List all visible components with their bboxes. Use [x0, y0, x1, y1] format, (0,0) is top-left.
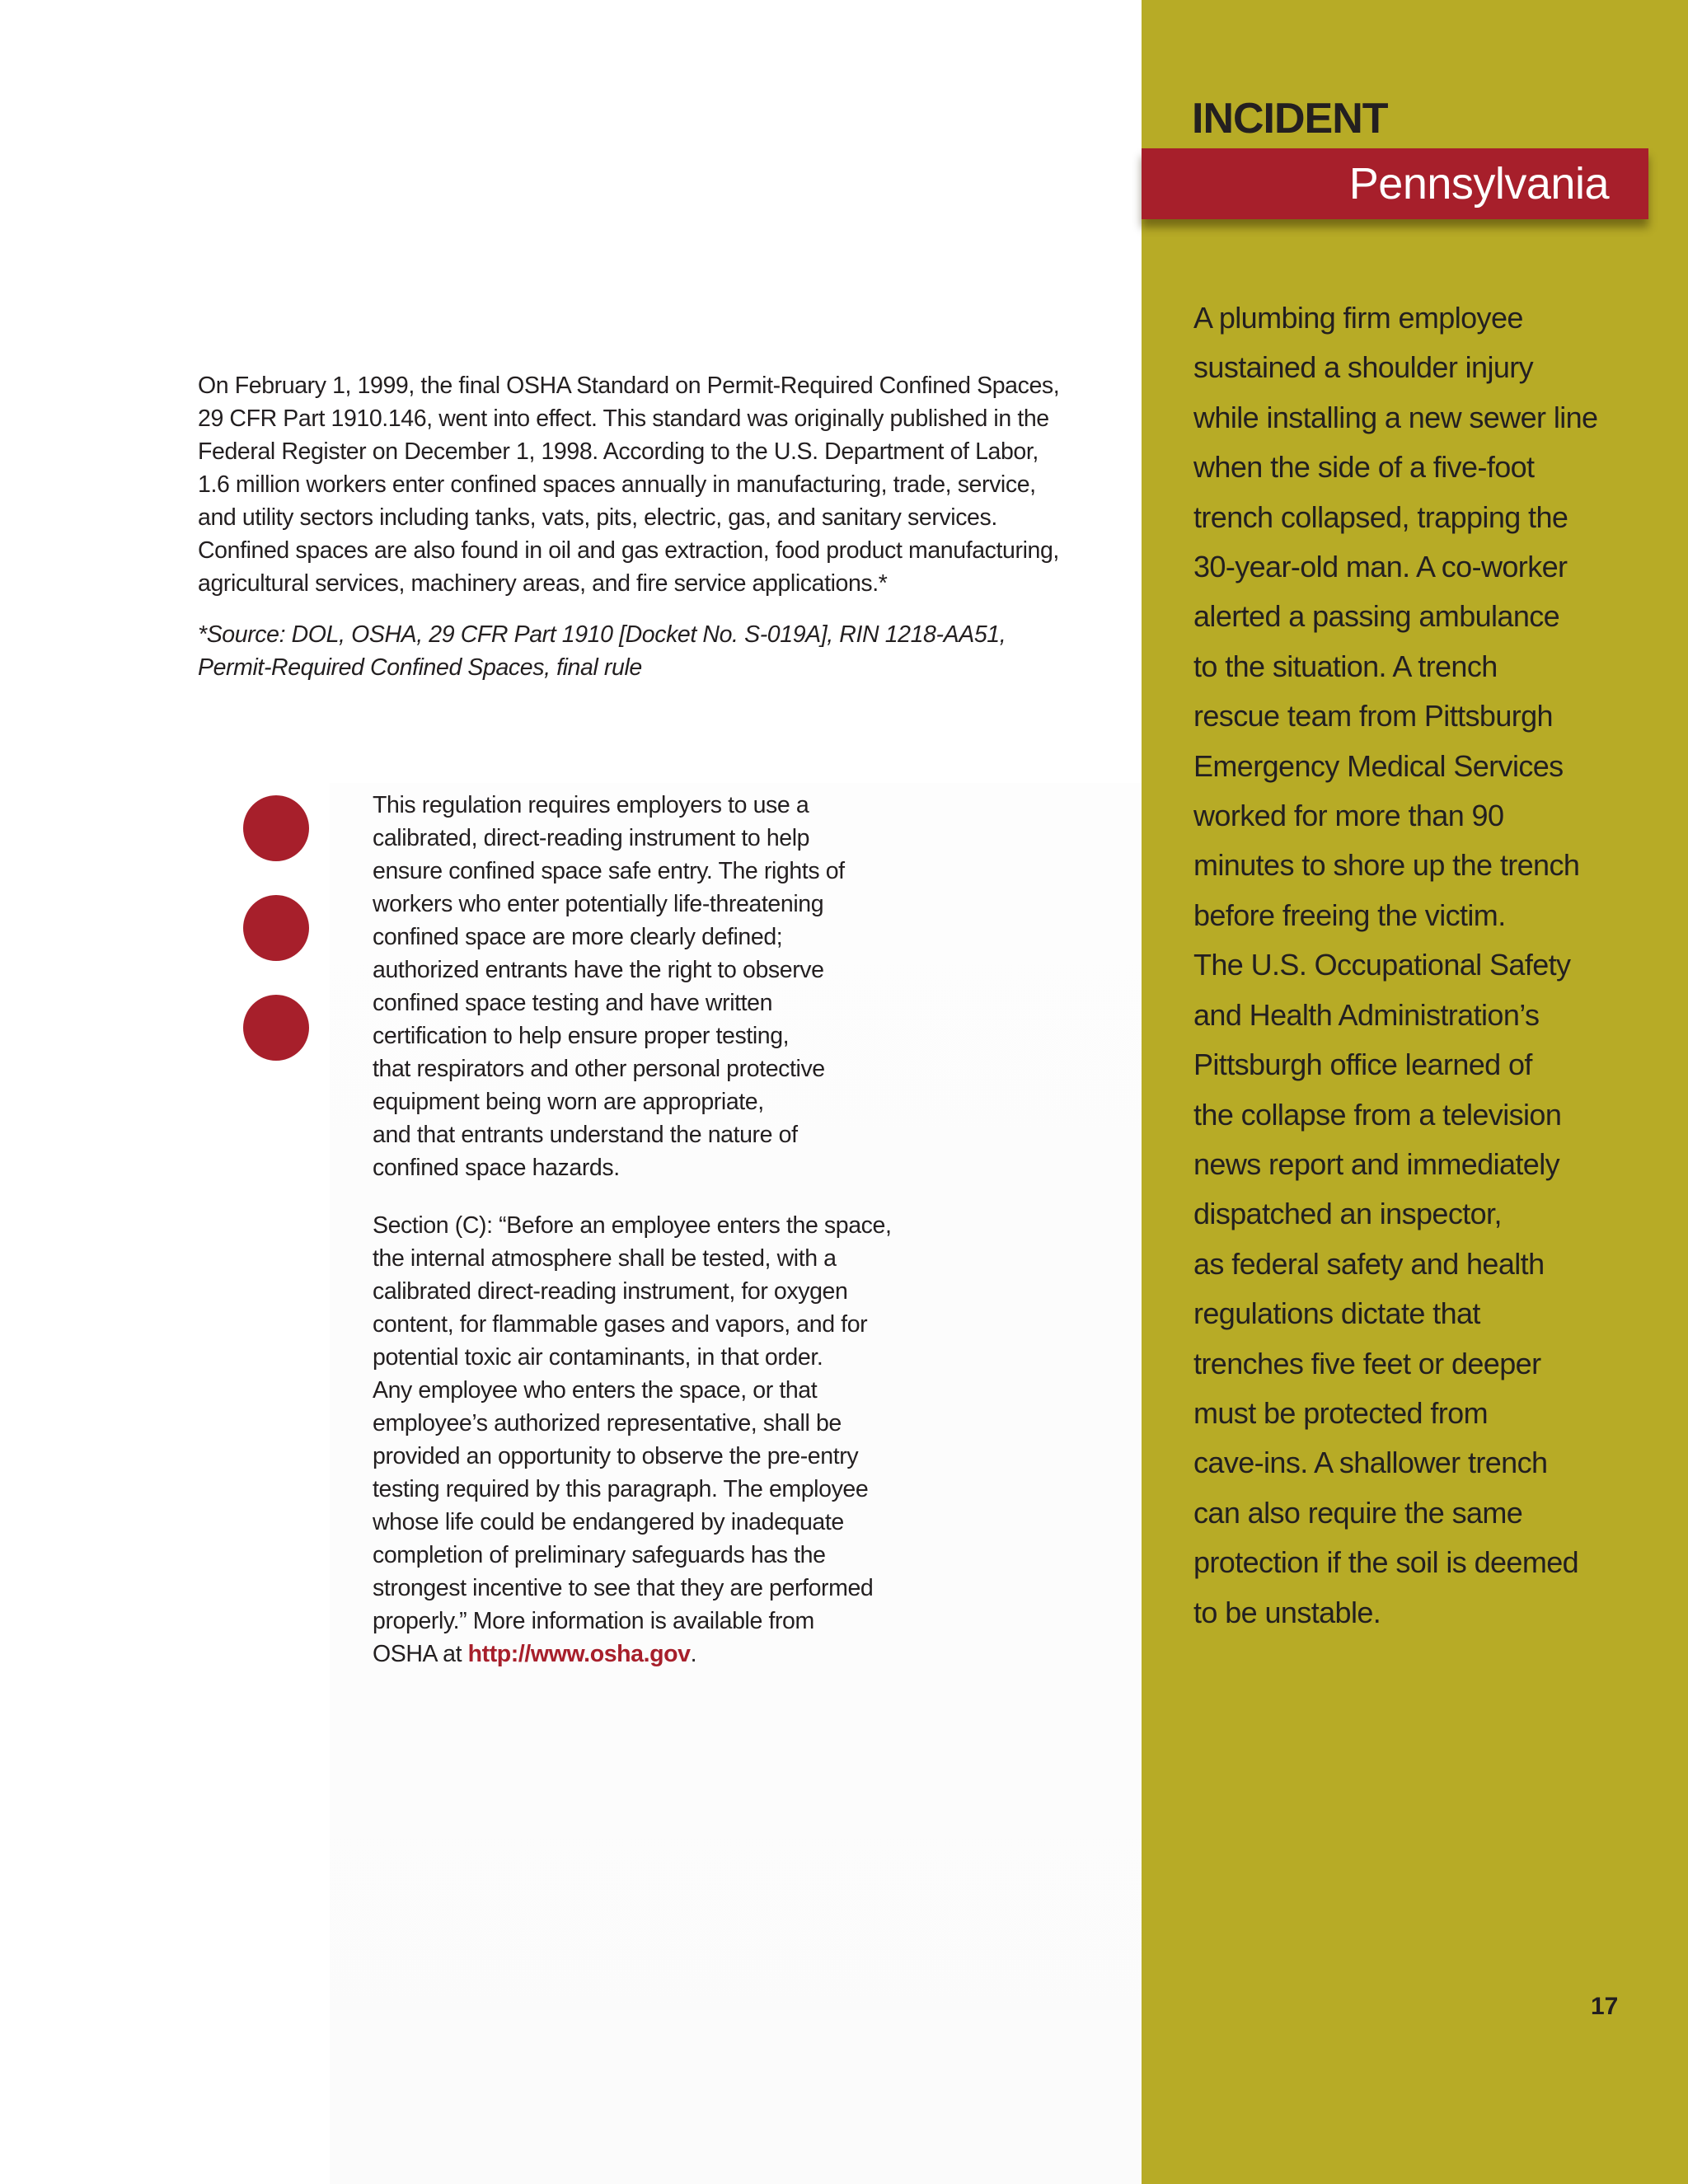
- location-label: Pennsylvania: [1348, 159, 1609, 209]
- regulation-line: confined space hazards.: [373, 1155, 620, 1181]
- regulation-line: calibrated, direct-reading instrument to help: [373, 825, 810, 851]
- incident-line: cave-ins. A shallower trench: [1193, 1446, 1548, 1480]
- regulation-line: workers who enter potentially life-threatening: [373, 891, 824, 917]
- quote-line: the internal atmosphere shall be tested, with a: [373, 1245, 837, 1272]
- incident-line: to the situation. A trench: [1193, 649, 1498, 683]
- intro-line: 1.6 million workers enter confined spaces annually in manufacturing, trade, service,: [198, 471, 1036, 498]
- incident-line: regulations dictate that: [1193, 1296, 1480, 1331]
- red-dot-icon: [243, 895, 309, 961]
- quote-line: provided an opportunity to observe the pre-entry: [373, 1443, 859, 1469]
- regulation-line: This regulation requires employers to use a: [373, 792, 809, 818]
- incident-line: and Health Administration’s: [1193, 997, 1540, 1032]
- regulation-line: equipment being worn are appropriate,: [373, 1089, 764, 1115]
- source-line: Permit-Required Confined Spaces, final rule: [198, 654, 642, 681]
- quote-line: Section (C): “Before an employee enters the space,: [373, 1212, 892, 1239]
- quote-line: completion of preliminary safeguards has the: [373, 1542, 826, 1568]
- intro-line: agricultural services, machinery areas, and fire service applications.*: [198, 570, 888, 597]
- intro-paragraph: [198, 369, 1121, 600]
- regulation-line: ensure confined space safe entry. The rights of: [373, 858, 845, 884]
- incident-line: when the side of a five-foot: [1193, 450, 1535, 485]
- incident-line: while installing a new sewer line: [1193, 400, 1598, 434]
- regulation-paragraph: [373, 789, 950, 1184]
- decorative-dots: [243, 795, 309, 1094]
- incident-line: minutes to shore up the trench: [1193, 848, 1580, 883]
- location-banner: [1142, 148, 1648, 219]
- quote-line: employee’s authorized representative, shall be: [373, 1410, 842, 1436]
- source-note: [198, 618, 1121, 684]
- incident-line: as federal safety and health: [1193, 1246, 1545, 1281]
- quote-line: properly.” More information is available from: [373, 1608, 814, 1634]
- red-dot-icon: [243, 995, 309, 1061]
- incident-line: the collapse from a television: [1193, 1097, 1562, 1132]
- intro-line: Confined spaces are also found in oil and gas extraction, food product manufacturing,: [198, 537, 1059, 564]
- intro-section: [198, 369, 1121, 684]
- incident-line: to be unstable.: [1193, 1595, 1381, 1629]
- page-number: 17: [1591, 1993, 1619, 2020]
- incident-line: rescue team from Pittsburgh: [1193, 699, 1553, 733]
- intro-line: and utility sectors including tanks, vats, pits, electric, gas, and sanitary services.: [198, 504, 997, 531]
- incident-line: A plumbing firm employee: [1193, 301, 1523, 335]
- osha-link-prefix: OSHA at: [373, 1641, 468, 1667]
- quote-line: potential toxic air contaminants, in that order.: [373, 1344, 823, 1371]
- incident-line: alerted a passing ambulance: [1193, 599, 1560, 634]
- incident-line: trenches five feet or deeper: [1193, 1346, 1541, 1380]
- intro-line: 29 CFR Part 1910.146, went into effect. This standard was originally published in the: [198, 405, 1049, 432]
- incident-story: [1193, 293, 1672, 1638]
- incident-line: dispatched an inspector,: [1193, 1197, 1502, 1231]
- osha-website-link[interactable]: http://www.osha.gov: [467, 1641, 691, 1667]
- incident-heading: INCIDENT: [1192, 95, 1388, 143]
- incident-line: before freeing the victim.: [1193, 898, 1506, 932]
- regulation-line: authorized entrants have the right to observe: [373, 957, 824, 983]
- source-line: *Source: DOL, OSHA, 29 CFR Part 1910 [Docket No. S-019A], RIN 1218-AA51,: [198, 621, 1006, 648]
- incident-line: protection if the soil is deemed: [1193, 1545, 1579, 1580]
- regulation-line: confined space are more clearly defined;: [373, 924, 783, 950]
- quote-line: calibrated direct-reading instrument, for oxygen: [373, 1278, 848, 1305]
- regulation-line: confined space testing and have written: [373, 990, 773, 1016]
- osha-link-suffix: .: [690, 1641, 697, 1667]
- regulation-line: that respirators and other personal protective: [373, 1056, 825, 1082]
- regulation-line: and that entrants understand the nature of: [373, 1122, 798, 1148]
- red-dot-icon: [243, 795, 309, 861]
- incident-line: 30-year-old man. A co-worker: [1193, 550, 1568, 584]
- section-c-quote: [373, 1209, 950, 1671]
- regulation-line: certification to help ensure proper testing,: [373, 1023, 790, 1049]
- incident-line: Emergency Medical Services: [1193, 748, 1564, 783]
- incident-line: news report and immediately: [1193, 1146, 1560, 1181]
- quote-line: whose life could be endangered by inadequate: [373, 1509, 844, 1535]
- incident-line: can also require the same: [1193, 1495, 1523, 1530]
- incident-line: trench collapsed, trapping the: [1193, 499, 1568, 534]
- incident-line: The U.S. Occupational Safety: [1193, 948, 1571, 982]
- intro-line: Federal Register on December 1, 1998. According to the U.S. Department of Labor,: [198, 438, 1039, 465]
- incident-line: worked for more than 90: [1193, 799, 1504, 833]
- incident-line: Pittsburgh office learned of: [1193, 1047, 1532, 1082]
- incident-line: sustained a shoulder injury: [1193, 350, 1534, 385]
- intro-line: On February 1, 1999, the final OSHA Standard on Permit-Required Confined Spaces,: [198, 373, 1060, 399]
- quote-line: Any employee who enters the space, or that: [373, 1377, 818, 1404]
- regulation-section: [373, 789, 950, 1671]
- incident-line: must be protected from: [1193, 1395, 1488, 1430]
- quote-line: testing required by this paragraph. The employee: [373, 1476, 869, 1502]
- quote-line: strongest incentive to see that they are performed: [373, 1575, 874, 1601]
- quote-line: content, for flammable gases and vapors, and for: [373, 1311, 868, 1338]
